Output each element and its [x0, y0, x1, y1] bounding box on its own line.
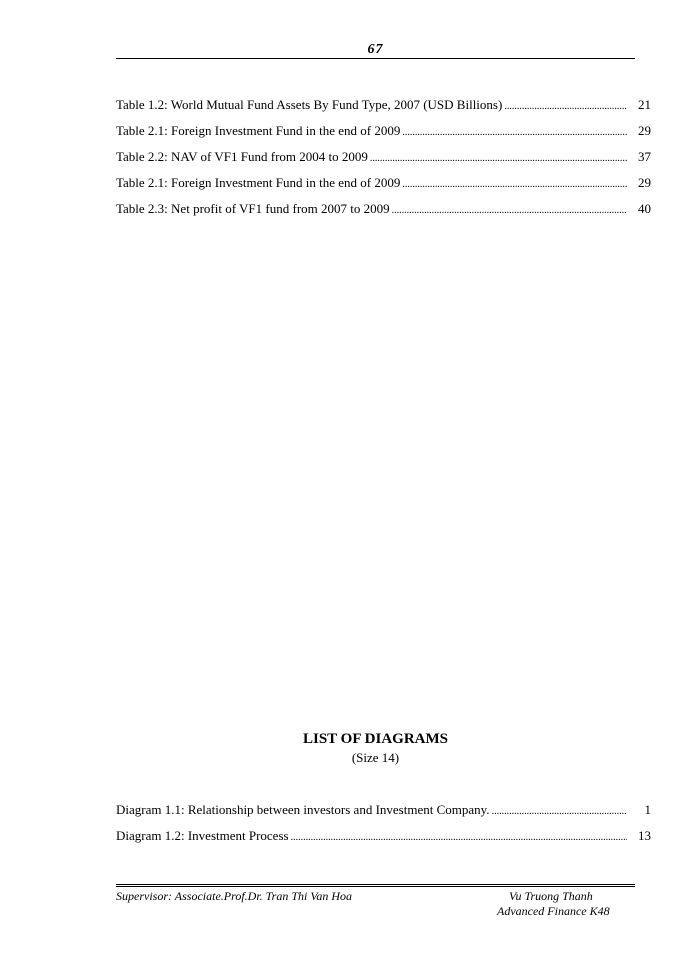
toc-entry-page: 29 [638, 123, 651, 138]
toc-entry-label: Table 2.1: Foreign Investment Fund in the end of 2009 [116, 123, 401, 138]
header-rule [116, 58, 635, 59]
footer-rule-secondary [116, 886, 635, 887]
dot-leader [291, 829, 627, 847]
toc-entry-label: Table 2.3: Net profit of VF1 fund from 2007 to 2009 [116, 201, 390, 216]
footer-supervisor: Supervisor: Associate.Prof.Dr. Tran Thi Van Hoa [116, 889, 353, 903]
toc-entry-label: Table 1.2: World Mutual Fund Assets By Fund Type, 2007 (USD Billions) [116, 97, 503, 112]
dot-leader [402, 124, 627, 142]
dot-leader [392, 202, 627, 220]
toc-entry-label: Table 2.1: Foreign Investment Fund in the end of 2009 [116, 175, 401, 190]
footer-author: Vu Truong Thanh [509, 889, 593, 903]
dot-leader [492, 803, 627, 821]
toc-entry-table[interactable] [116, 200, 651, 226]
toc-entry-table[interactable] [116, 174, 651, 200]
footer-author-block [497, 889, 610, 919]
toc-entry-table[interactable] [116, 122, 651, 148]
footer-rule [116, 884, 635, 885]
toc-entry-page: 21 [638, 97, 651, 112]
toc-entry-label: Diagram 1.2: Investment Process [116, 828, 289, 843]
toc-entry-page: 40 [638, 201, 651, 216]
list-of-diagrams-subtitle: (Size 14) [351, 750, 400, 765]
toc-entry-label: Diagram 1.1: Relationship between investors and Investment Company. [116, 802, 490, 817]
dot-leader [504, 98, 627, 116]
toc-entry-page: 29 [638, 175, 651, 190]
page-number: 67 [367, 42, 384, 57]
toc-entry-diagram[interactable] [116, 827, 651, 853]
list-of-tables [116, 96, 651, 226]
list-of-diagrams [116, 801, 651, 853]
toc-entry-page: 13 [638, 828, 651, 843]
toc-entry-page: 1 [644, 802, 651, 817]
dot-leader [370, 150, 627, 168]
toc-entry-label: Table 2.2: NAV of VF1 Fund from 2004 to 2009 [116, 149, 368, 164]
toc-entry-diagram[interactable] [116, 801, 651, 827]
toc-entry-page: 37 [638, 149, 651, 164]
toc-entry-table[interactable] [116, 96, 651, 122]
dot-leader [402, 176, 627, 194]
footer-program: Advanced Finance K48 [497, 904, 610, 918]
list-of-diagrams-heading: LIST OF DIAGRAMS [302, 731, 449, 747]
toc-entry-table[interactable] [116, 148, 651, 174]
